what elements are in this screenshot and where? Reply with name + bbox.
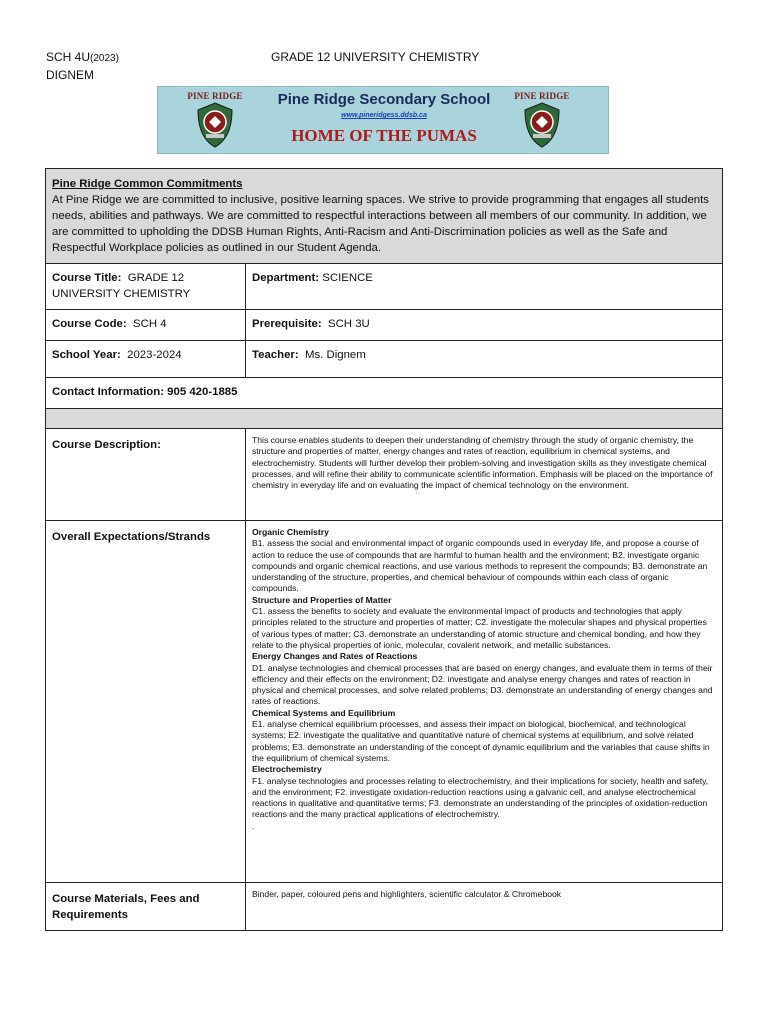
crest-text-left: PINE RIDGE (187, 91, 243, 101)
teacher-code: DIGNEM (46, 68, 94, 82)
teacher-cell (246, 341, 723, 378)
crest-shield-icon (195, 101, 235, 149)
teacher-value: Ms. Dignem (304, 349, 366, 361)
crest-shield-icon (522, 101, 562, 149)
strand-title: Energy Changes and Rates of Reactions (252, 651, 418, 662)
school-motto: HOME OF THE PUMAS (291, 126, 477, 145)
strand (252, 595, 716, 651)
school-crest-right (513, 91, 571, 151)
materials-text: Binder, paper, coloured pens and highlighters, scientific calculator & Chromebook (246, 883, 723, 931)
teacher-label: Teacher: (252, 349, 299, 361)
course-title-cell (46, 264, 246, 310)
strand-title: Electrochemistry (252, 764, 322, 775)
strand-text: C1. assess the benefits to society and evaluate the environmental impact of products and technologies that apply principles related to the structure and properties of matter; C2. investigate the molecular shapes and physical properties of various types of matter; C3. demonstrate an understanding of atomic structure and chemical bonding, and how they relate to the physical properties of ionic, molecular, covalent network, and metallic substances. (252, 606, 707, 650)
contact-row (46, 378, 723, 409)
course-title-value: GRADE 12 UNIVERSITY CHEMISTRY (52, 272, 191, 300)
department-cell (246, 264, 723, 310)
school-year-label: School Year: (52, 349, 121, 361)
commitments-cell (46, 169, 723, 264)
school-name: Pine Ridge Secondary School (277, 91, 491, 108)
prerequisite-cell (246, 310, 723, 341)
school-year-value: 2023-2024 (127, 349, 182, 361)
materials-row (46, 883, 723, 931)
strand (252, 527, 716, 595)
department-label: Department: (252, 272, 320, 284)
materials-label: Course Materials, Fees and Requirements (46, 883, 246, 931)
strand-text: F1. analyse technologies and processes relating to electrochemistry, and their implications for society, health and safety, and the environment; F2. investigate oxidation-reduction reactions using a galvanic cell, and analyse electrochemical reactions in qualitative and quantitative terms; F3. demonstrate an understanding of the principles of oxidation-reduction reactions and the many practical applications of electrochemistry. (252, 775, 709, 820)
commitments-body: At Pine Ridge we are committed to inclusive, positive learning spaces. We strive to provide programming that engages all students needs, abilities and pathways. We are committed to respectful interactions between all members of our community. In addition, we are committed to upholding the DDSB Human Rights, Anti-Racism and Anti-Discrimination policies as well as the Safe and Respectful Workplace policies as outlined in our Student Agenda. (52, 194, 709, 254)
course-code-cell (46, 310, 246, 341)
course-title-header: GRADE 12 UNIVERSITY CHEMISTRY (271, 50, 480, 64)
expectations-label: Overall Expectations/Strands (46, 521, 246, 883)
commitments-title: Pine Ridge Common Commitments (52, 178, 243, 190)
strand (252, 764, 716, 820)
trailing-mark: . (252, 820, 255, 831)
school-year-cell (46, 341, 246, 378)
crest-text-right: PINE RIDGE (514, 91, 570, 101)
expectations-row (46, 521, 723, 883)
school-crest-left (186, 91, 244, 151)
strand-title: Structure and Properties of Matter (252, 594, 392, 605)
prerequisite-value: SCH 3U (327, 318, 370, 330)
strand-text: B1. assess the social and environmental impact of organic compounds used in everyday life, and propose a course of action to reduce the use of compounds that are harmful to human health and the environment; B2. investigate organic compounds and organic chemical reactions, and use various methods to represent the compounds; B3. demonstrate an understanding of the structure, properties, and chemical behaviour of compounds within each class of organic compounds. (252, 538, 708, 594)
strand (252, 708, 716, 764)
strand (252, 651, 716, 707)
course-code-label: Course Code: (52, 318, 127, 330)
course-code: SCH 4U (46, 50, 91, 64)
strand-text: E1. analyse chemical equilibrium processes, and assess their impact on biological, biochemical, and technological systems; E2. investigate the qualitative and quantitative nature of chemical systems at equilibrium, and solve related problems; E3. demonstrate an understanding of the concept of dynamic equilibrium and the variables that cause shifts in the equilibrium of chemical systems. (252, 719, 710, 763)
school-banner (157, 86, 609, 154)
contact-cell (46, 378, 723, 409)
description-text: This course enables students to deepen their understanding of chemistry through the study of organic chemistry, the structure and properties of matter, energy changes and rates of reaction, equilibrium in chemical systems, and electrochemistry. Students will further develop their problem-solving and investigation skills as they investigate chemical processes, and will refine their ability to communicate scientific information. Emphasis will be placed on the importance of chemistry in everyday life and on evaluating the impact of chemical technology on the environment. (246, 429, 723, 521)
description-label: Course Description: (46, 429, 246, 521)
spacer-row (46, 409, 723, 429)
strand-text: D1. analyse technologies and chemical processes that are based on energy changes, and evaluate them in terms of their efficiency and their effects on the environment; D2. investigate and analyse energy changes and rates of reaction in physical and chemical processes, and solve related problems; D3. demonstrate an understanding of energy changes and rates of reactions. (252, 662, 713, 707)
department-value: SCIENCE (322, 272, 373, 284)
school-year-row (46, 341, 723, 378)
description-row (46, 429, 723, 521)
course-code-value: SCH 4 (133, 318, 167, 330)
course-title-row (46, 264, 723, 310)
prerequisite-label: Prerequisite: (252, 318, 322, 330)
course-year: (2023) (90, 53, 119, 64)
course-code-header (46, 49, 119, 83)
commitments-row (46, 169, 723, 264)
expectations-cell (246, 521, 723, 883)
strand-title: Organic Chemistry (252, 527, 329, 537)
school-url-link[interactable]: www.pineridgess.ddsb.ca (341, 112, 427, 119)
course-code-row (46, 310, 723, 341)
course-outline-table (45, 168, 723, 931)
gray-divider (46, 409, 723, 429)
course-title-label: Course Title: (52, 272, 122, 284)
strand-title: Chemical Systems and Equilibrium (252, 707, 396, 718)
contact-info: Contact Information: 905 420-1885 (52, 386, 238, 398)
